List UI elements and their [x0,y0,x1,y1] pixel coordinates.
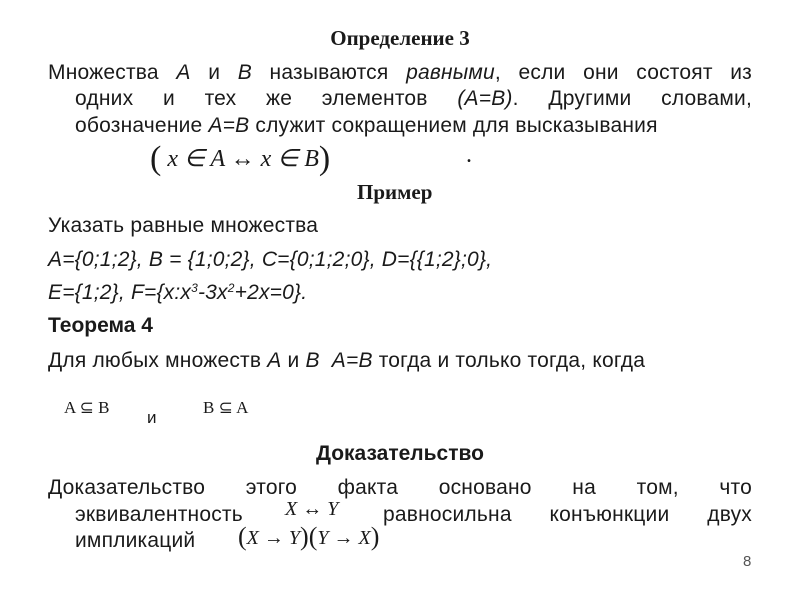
theorem-statement: Для любых множеств A и B A=B тогда и только тогда, когда [48,349,646,372]
proof-line-1: Доказательство этого факта основано на том, что [48,476,752,499]
page-number: 8 [743,553,752,570]
proof-line-2-end: равносильна конъюнкции двух [383,503,752,526]
example-heading: Пример [357,180,433,204]
formula-period: . [466,142,472,168]
definition-heading: Определение 3 [330,26,470,50]
subset-left-formula: A ⊆ B [64,398,110,417]
equivalence-formula: X ↔ Y [285,498,339,520]
definition-paragraph-line-3: обозначение A=B служит сокращением для высказывания [75,114,658,137]
theorem-heading: Теорема 4 [48,314,153,337]
definition-paragraph-line-2: одних и тех же элементов (A=B). Другими словами, [75,87,752,110]
conjunction-and: и [147,408,157,427]
example-sets-line-2: E={1;2}, $F=\{x:x^3-3x^2+2x=0\}$. [48,281,308,304]
example-task: Указать равные множества [48,214,319,237]
example-sets-line-1: A={0;1;2}, B = {1;0;2}, C={0;1;2;0}, D={{1;2};0}, [48,248,493,271]
implications-formula: (X → Y)(Y → X) [238,522,380,551]
proof-line-3: импликаций [75,529,196,552]
definition-paragraph-line-1: Множества A и B называются равными, если они состоят из [48,61,752,84]
subset-right-formula: B ⊆ A [203,398,249,417]
proof-heading: Доказательство [316,442,484,465]
proof-line-2-start: эквивалентность [75,503,243,526]
equality-formula: ( x ∈ A ↔ x ∈ B) [150,140,331,177]
